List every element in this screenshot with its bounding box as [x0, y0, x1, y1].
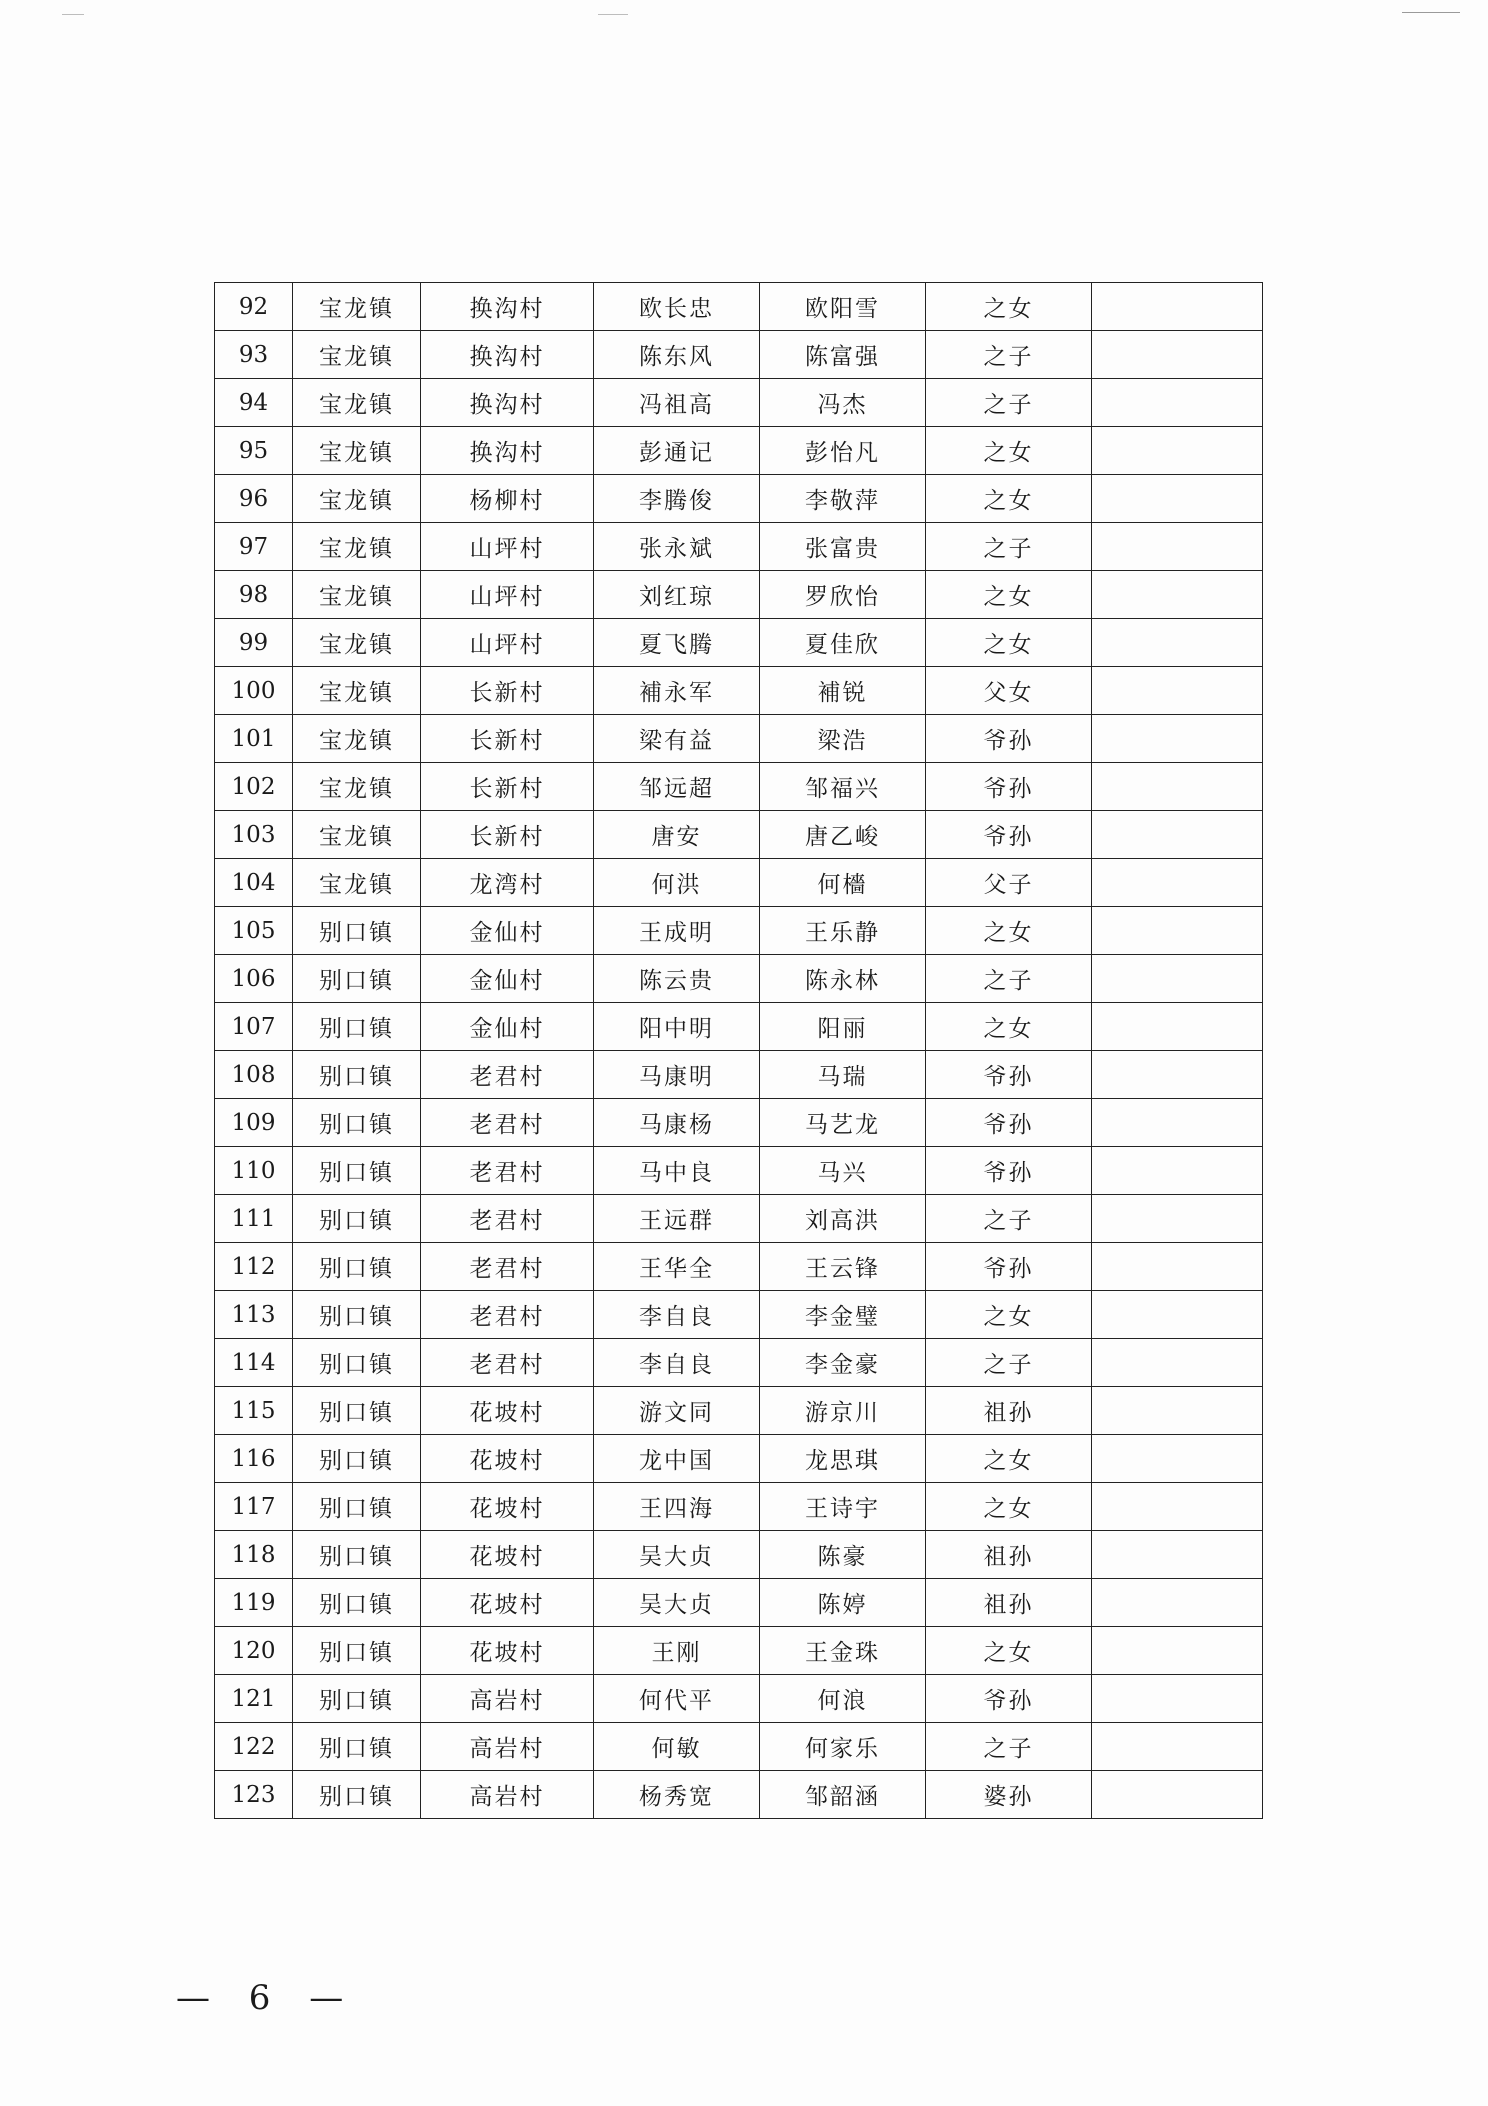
guardian-name-cell: 李腾俊	[594, 475, 760, 523]
child-name-cell: 陈婷	[760, 1579, 926, 1627]
village-cell: 花坡村	[421, 1579, 594, 1627]
row-number-cell: 95	[215, 427, 293, 475]
row-number-cell: 105	[215, 907, 293, 955]
child-name-cell: 唐乙峻	[760, 811, 926, 859]
town-cell: 宝龙镇	[293, 571, 421, 619]
town-cell: 别口镇	[293, 1339, 421, 1387]
village-cell: 高岩村	[421, 1675, 594, 1723]
table-row	[215, 1291, 1263, 1339]
guardian-name-cell: 冯祖高	[594, 379, 760, 427]
guardian-name-cell: 王成明	[594, 907, 760, 955]
guardian-name-cell: 阳中明	[594, 1003, 760, 1051]
row-number-cell: 112	[215, 1243, 293, 1291]
guardian-name-cell: 马康明	[594, 1051, 760, 1099]
relation-cell: 爷孙	[926, 1243, 1092, 1291]
guardian-name-cell: 唐安	[594, 811, 760, 859]
guardian-name-cell: 李自良	[594, 1291, 760, 1339]
child-name-cell: 陈富强	[760, 331, 926, 379]
table-row	[215, 763, 1263, 811]
village-cell: 花坡村	[421, 1483, 594, 1531]
table-row	[215, 1723, 1263, 1771]
table-row	[215, 1195, 1263, 1243]
guardian-name-cell: 何洪	[594, 859, 760, 907]
guardian-name-cell: 王四海	[594, 1483, 760, 1531]
relation-cell: 爷孙	[926, 1051, 1092, 1099]
table-row	[215, 1483, 1263, 1531]
row-number-cell: 121	[215, 1675, 293, 1723]
note-cell	[1092, 379, 1263, 427]
note-cell	[1092, 859, 1263, 907]
town-cell: 别口镇	[293, 1483, 421, 1531]
town-cell: 别口镇	[293, 907, 421, 955]
town-cell: 宝龙镇	[293, 763, 421, 811]
relation-cell: 爷孙	[926, 811, 1092, 859]
table-row	[215, 955, 1263, 1003]
row-number-cell: 108	[215, 1051, 293, 1099]
guardian-name-cell: 刘红琼	[594, 571, 760, 619]
relation-cell: 祖孙	[926, 1387, 1092, 1435]
row-number-cell: 96	[215, 475, 293, 523]
town-cell: 别口镇	[293, 1579, 421, 1627]
child-name-cell: 马兴	[760, 1147, 926, 1195]
note-cell	[1092, 1099, 1263, 1147]
child-name-cell: 王诗宇	[760, 1483, 926, 1531]
village-cell: 花坡村	[421, 1627, 594, 1675]
village-cell: 老君村	[421, 1051, 594, 1099]
village-cell: 长新村	[421, 763, 594, 811]
town-cell: 别口镇	[293, 1243, 421, 1291]
child-name-cell: 马瑞	[760, 1051, 926, 1099]
row-number-cell: 106	[215, 955, 293, 1003]
relation-cell: 之子	[926, 379, 1092, 427]
table-row	[215, 667, 1263, 715]
note-cell	[1092, 427, 1263, 475]
note-cell	[1092, 1339, 1263, 1387]
child-name-cell: 罗欣怡	[760, 571, 926, 619]
guardian-name-cell: 欧长忠	[594, 283, 760, 331]
child-name-cell: 阳丽	[760, 1003, 926, 1051]
table-row	[215, 1675, 1263, 1723]
guardian-name-cell: 王华全	[594, 1243, 760, 1291]
village-cell: 山坪村	[421, 571, 594, 619]
row-number-cell: 113	[215, 1291, 293, 1339]
table-row	[215, 1531, 1263, 1579]
guardian-name-cell: 何敏	[594, 1723, 760, 1771]
row-number-cell: 100	[215, 667, 293, 715]
town-cell: 宝龙镇	[293, 523, 421, 571]
child-name-cell: 梁浩	[760, 715, 926, 763]
note-cell	[1092, 1435, 1263, 1483]
child-name-cell: 夏佳欣	[760, 619, 926, 667]
village-cell: 老君村	[421, 1339, 594, 1387]
relation-cell: 爷孙	[926, 1147, 1092, 1195]
note-cell	[1092, 571, 1263, 619]
table-row	[215, 1147, 1263, 1195]
town-cell: 别口镇	[293, 955, 421, 1003]
town-cell: 别口镇	[293, 1003, 421, 1051]
note-cell	[1092, 1627, 1263, 1675]
table-row	[215, 619, 1263, 667]
row-number-cell: 98	[215, 571, 293, 619]
town-cell: 别口镇	[293, 1195, 421, 1243]
note-cell	[1092, 1291, 1263, 1339]
town-cell: 宝龙镇	[293, 715, 421, 763]
town-cell: 别口镇	[293, 1675, 421, 1723]
table-row	[215, 1243, 1263, 1291]
row-number-cell: 103	[215, 811, 293, 859]
village-cell: 长新村	[421, 715, 594, 763]
village-cell: 换沟村	[421, 331, 594, 379]
town-cell: 宝龙镇	[293, 427, 421, 475]
child-name-cell: 陈豪	[760, 1531, 926, 1579]
village-cell: 杨柳村	[421, 475, 594, 523]
note-cell	[1092, 619, 1263, 667]
relation-cell: 爷孙	[926, 715, 1092, 763]
town-cell: 宝龙镇	[293, 331, 421, 379]
roster-table	[214, 282, 1263, 1819]
town-cell: 别口镇	[293, 1771, 421, 1819]
relation-cell: 婆孙	[926, 1771, 1092, 1819]
note-cell	[1092, 1483, 1263, 1531]
table-row	[215, 907, 1263, 955]
town-cell: 别口镇	[293, 1387, 421, 1435]
guardian-name-cell: 補永军	[594, 667, 760, 715]
note-cell	[1092, 1003, 1263, 1051]
row-number-cell: 109	[215, 1099, 293, 1147]
child-name-cell: 陈永林	[760, 955, 926, 1003]
town-cell: 别口镇	[293, 1147, 421, 1195]
note-cell	[1092, 1147, 1263, 1195]
row-number-cell: 104	[215, 859, 293, 907]
relation-cell: 之女	[926, 907, 1092, 955]
relation-cell: 之女	[926, 1435, 1092, 1483]
child-name-cell: 補锐	[760, 667, 926, 715]
note-cell	[1092, 331, 1263, 379]
note-cell	[1092, 1675, 1263, 1723]
row-number-cell: 122	[215, 1723, 293, 1771]
town-cell: 别口镇	[293, 1627, 421, 1675]
note-cell	[1092, 715, 1263, 763]
guardian-name-cell: 邹远超	[594, 763, 760, 811]
village-cell: 花坡村	[421, 1387, 594, 1435]
note-cell	[1092, 1387, 1263, 1435]
guardian-name-cell: 吴大贞	[594, 1579, 760, 1627]
row-number-cell: 119	[215, 1579, 293, 1627]
child-name-cell: 邹韶涵	[760, 1771, 926, 1819]
table-row	[215, 1627, 1263, 1675]
table-row	[215, 1435, 1263, 1483]
relation-cell: 之子	[926, 1723, 1092, 1771]
town-cell: 别口镇	[293, 1099, 421, 1147]
child-name-cell: 彭怡凡	[760, 427, 926, 475]
page-number: — 6 —	[176, 1978, 358, 2018]
child-name-cell: 游京川	[760, 1387, 926, 1435]
guardian-name-cell: 龙中国	[594, 1435, 760, 1483]
table-row	[215, 1771, 1263, 1819]
guardian-name-cell: 李自良	[594, 1339, 760, 1387]
row-number-cell: 101	[215, 715, 293, 763]
relation-cell: 之女	[926, 283, 1092, 331]
village-cell: 长新村	[421, 667, 594, 715]
town-cell: 宝龙镇	[293, 811, 421, 859]
table-row	[215, 1051, 1263, 1099]
note-cell	[1092, 1579, 1263, 1627]
relation-cell: 祖孙	[926, 1531, 1092, 1579]
village-cell: 金仙村	[421, 1003, 594, 1051]
table-row	[215, 379, 1263, 427]
guardian-name-cell: 张永斌	[594, 523, 760, 571]
row-number-cell: 92	[215, 283, 293, 331]
note-cell	[1092, 283, 1263, 331]
child-name-cell: 何檣	[760, 859, 926, 907]
relation-cell: 之子	[926, 523, 1092, 571]
village-cell: 老君村	[421, 1147, 594, 1195]
table-row	[215, 1339, 1263, 1387]
village-cell: 金仙村	[421, 955, 594, 1003]
note-cell	[1092, 955, 1263, 1003]
town-cell: 宝龙镇	[293, 475, 421, 523]
note-cell	[1092, 763, 1263, 811]
note-cell	[1092, 907, 1263, 955]
note-cell	[1092, 667, 1263, 715]
town-cell: 宝龙镇	[293, 379, 421, 427]
table-row	[215, 331, 1263, 379]
table-row	[215, 1003, 1263, 1051]
child-name-cell: 王乐静	[760, 907, 926, 955]
table-row	[215, 1099, 1263, 1147]
relation-cell: 爷孙	[926, 1099, 1092, 1147]
guardian-name-cell: 王远群	[594, 1195, 760, 1243]
village-cell: 山坪村	[421, 619, 594, 667]
child-name-cell: 马艺龙	[760, 1099, 926, 1147]
row-number-cell: 94	[215, 379, 293, 427]
town-cell: 别口镇	[293, 1531, 421, 1579]
child-name-cell: 何家乐	[760, 1723, 926, 1771]
relation-cell: 之子	[926, 955, 1092, 1003]
table-row	[215, 283, 1263, 331]
guardian-name-cell: 游文同	[594, 1387, 760, 1435]
table-row	[215, 811, 1263, 859]
village-cell: 老君村	[421, 1099, 594, 1147]
note-cell	[1092, 1051, 1263, 1099]
child-name-cell: 李金璧	[760, 1291, 926, 1339]
guardian-name-cell: 夏飞腾	[594, 619, 760, 667]
scan-speck	[62, 14, 84, 15]
note-cell	[1092, 1243, 1263, 1291]
relation-cell: 之子	[926, 1339, 1092, 1387]
relation-cell: 父子	[926, 859, 1092, 907]
village-cell: 花坡村	[421, 1531, 594, 1579]
town-cell: 宝龙镇	[293, 619, 421, 667]
row-number-cell: 111	[215, 1195, 293, 1243]
town-cell: 别口镇	[293, 1435, 421, 1483]
village-cell: 换沟村	[421, 379, 594, 427]
town-cell: 宝龙镇	[293, 667, 421, 715]
village-cell: 老君村	[421, 1291, 594, 1339]
child-name-cell: 欧阳雪	[760, 283, 926, 331]
relation-cell: 爷孙	[926, 763, 1092, 811]
town-cell: 宝龙镇	[293, 283, 421, 331]
child-name-cell: 邹福兴	[760, 763, 926, 811]
village-cell: 高岩村	[421, 1771, 594, 1819]
child-name-cell: 龙思琪	[760, 1435, 926, 1483]
row-number-cell: 120	[215, 1627, 293, 1675]
relation-cell: 之女	[926, 571, 1092, 619]
relation-cell: 之子	[926, 331, 1092, 379]
row-number-cell: 123	[215, 1771, 293, 1819]
relation-cell: 祖孙	[926, 1579, 1092, 1627]
guardian-name-cell: 陈云贵	[594, 955, 760, 1003]
child-name-cell: 刘高洪	[760, 1195, 926, 1243]
table-row	[215, 571, 1263, 619]
village-cell: 高岩村	[421, 1723, 594, 1771]
village-cell: 老君村	[421, 1243, 594, 1291]
row-number-cell: 117	[215, 1483, 293, 1531]
relation-cell: 爷孙	[926, 1675, 1092, 1723]
table-row	[215, 1387, 1263, 1435]
note-cell	[1092, 811, 1263, 859]
note-cell	[1092, 523, 1263, 571]
village-cell: 老君村	[421, 1195, 594, 1243]
guardian-name-cell: 陈东风	[594, 331, 760, 379]
guardian-name-cell: 马中良	[594, 1147, 760, 1195]
scan-speck	[598, 14, 628, 15]
relation-cell: 之女	[926, 475, 1092, 523]
relation-cell: 之女	[926, 427, 1092, 475]
guardian-name-cell: 吴大贞	[594, 1531, 760, 1579]
village-cell: 换沟村	[421, 283, 594, 331]
guardian-name-cell: 杨秀宽	[594, 1771, 760, 1819]
village-cell: 花坡村	[421, 1435, 594, 1483]
row-number-cell: 110	[215, 1147, 293, 1195]
note-cell	[1092, 1771, 1263, 1819]
town-cell: 别口镇	[293, 1291, 421, 1339]
table-row	[215, 475, 1263, 523]
child-name-cell: 王云锋	[760, 1243, 926, 1291]
note-cell	[1092, 1195, 1263, 1243]
village-cell: 龙湾村	[421, 859, 594, 907]
child-name-cell: 张富贵	[760, 523, 926, 571]
table-row	[215, 859, 1263, 907]
village-cell: 长新村	[421, 811, 594, 859]
child-name-cell: 冯杰	[760, 379, 926, 427]
town-cell: 别口镇	[293, 1051, 421, 1099]
child-name-cell: 李敬萍	[760, 475, 926, 523]
town-cell: 别口镇	[293, 1723, 421, 1771]
row-number-cell: 99	[215, 619, 293, 667]
row-number-cell: 93	[215, 331, 293, 379]
row-number-cell: 107	[215, 1003, 293, 1051]
table-row	[215, 715, 1263, 763]
guardian-name-cell: 梁有益	[594, 715, 760, 763]
row-number-cell: 102	[215, 763, 293, 811]
note-cell	[1092, 1531, 1263, 1579]
village-cell: 金仙村	[421, 907, 594, 955]
table-row	[215, 523, 1263, 571]
village-cell: 山坪村	[421, 523, 594, 571]
note-cell	[1092, 475, 1263, 523]
row-number-cell: 116	[215, 1435, 293, 1483]
row-number-cell: 97	[215, 523, 293, 571]
relation-cell: 之子	[926, 1195, 1092, 1243]
relation-cell: 父女	[926, 667, 1092, 715]
note-cell	[1092, 1723, 1263, 1771]
relation-cell: 之女	[926, 1291, 1092, 1339]
relation-cell: 之女	[926, 1627, 1092, 1675]
relation-cell: 之女	[926, 1483, 1092, 1531]
table-row	[215, 427, 1263, 475]
guardian-name-cell: 马康杨	[594, 1099, 760, 1147]
row-number-cell: 114	[215, 1339, 293, 1387]
relation-cell: 之女	[926, 1003, 1092, 1051]
child-name-cell: 王金珠	[760, 1627, 926, 1675]
row-number-cell: 115	[215, 1387, 293, 1435]
guardian-name-cell: 王刚	[594, 1627, 760, 1675]
child-name-cell: 何浪	[760, 1675, 926, 1723]
row-number-cell: 118	[215, 1531, 293, 1579]
table-row	[215, 1579, 1263, 1627]
guardian-name-cell: 何代平	[594, 1675, 760, 1723]
village-cell: 换沟村	[421, 427, 594, 475]
town-cell: 宝龙镇	[293, 859, 421, 907]
relation-cell: 之女	[926, 619, 1092, 667]
child-name-cell: 李金豪	[760, 1339, 926, 1387]
roster-table-body	[215, 283, 1263, 1819]
guardian-name-cell: 彭通记	[594, 427, 760, 475]
scan-speck	[1402, 12, 1460, 13]
